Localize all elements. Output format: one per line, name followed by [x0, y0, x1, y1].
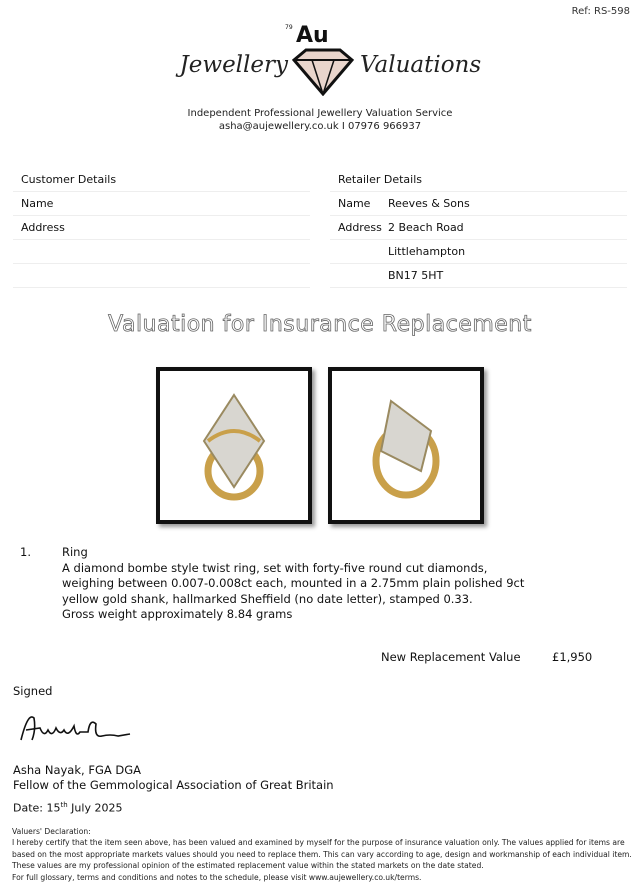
signed-label: Signed [13, 684, 53, 698]
replacement-value-amount: £1,950 [552, 650, 593, 664]
retailer-heading: Retailer Details [330, 168, 627, 192]
customer-heading: Customer Details [13, 168, 310, 192]
logo-text-right: Valuations [360, 52, 482, 78]
retailer-details [330, 168, 627, 288]
tagline: Independent Professional Jewellery Valuation Service [187, 108, 453, 119]
signature [18, 710, 133, 746]
retailer-name-row [330, 192, 627, 216]
customer-details [13, 168, 310, 288]
ring-image [361, 391, 451, 501]
document-title: Valuation for Insurance Replacement [108, 312, 532, 337]
logo-symbol: Au [296, 23, 329, 48]
name-label: Name [338, 197, 371, 210]
customer-address-row [13, 216, 310, 240]
address-line: Littlehampton [388, 245, 466, 258]
contact-info: asha@aujewellery.co.uk I 07976 966937 [218, 121, 422, 132]
item-description: A diamond bombe style twist ring, set with forty-five round cut diamonds, weighing between 0.007-0.008ct each, mounted in a 2.75mm plain polished 9ct yellow gold shank, hallmarked Sheffield (no date letter), stamped 0.33. [62, 560, 525, 606]
item-weight: Gross weight approximately 8.84 grams [62, 607, 293, 621]
address-line: BN17 5HT [388, 269, 444, 282]
retailer-address-row [330, 264, 627, 288]
ring-image [194, 391, 274, 501]
declaration-footer: For full glossary, terms and conditions and notes to the schedule, please visit www.aujewellery.co.uk/terms. [12, 872, 422, 882]
declaration-heading: Valuers' Declaration: [12, 827, 91, 836]
retailer-name: Reeves & Sons [388, 197, 470, 210]
company-logo [179, 23, 482, 94]
retailer-address-row [330, 216, 627, 240]
declaration-body: I hereby certify that the item seen above, has been valued and examined by myself for the purpose of insurance valuation only. The values applied for items are based on the most appropriate markets values should you need to replace them. This can vary according to age, design and workmanship of each individual item. These values are my professional opinion of the estimated replacement value within the stated markets on the date stated. [12, 838, 632, 871]
customer-blank-row [13, 264, 310, 288]
signer-name: Asha Nayak, FGA DGA [13, 763, 142, 777]
retailer-address-row [330, 240, 627, 264]
valuation-date: Date: 15th July 2025 [13, 801, 123, 815]
address-label: Address [21, 221, 65, 234]
diamond-icon [292, 48, 354, 96]
signer-title: Fellow of the Gemmological Association of Great Britain [13, 778, 334, 792]
reference-number: Ref: RS-598 [571, 6, 630, 17]
item-number: 1. [20, 545, 31, 559]
customer-name-row [13, 192, 310, 216]
address-label: Address [338, 221, 382, 234]
item-type: Ring [62, 545, 88, 559]
name-label: Name [21, 197, 54, 210]
valuers-declaration [12, 826, 632, 883]
ring-photo-front [156, 367, 312, 524]
customer-blank-row [13, 240, 310, 264]
logo-number: 79 [285, 24, 293, 31]
ring-photo-side [328, 367, 484, 524]
replacement-value-label: New Replacement Value [381, 650, 521, 664]
logo-text-left: Jewellery [179, 52, 288, 78]
address-line: 2 Beach Road [388, 221, 464, 234]
item-entry [62, 545, 532, 623]
